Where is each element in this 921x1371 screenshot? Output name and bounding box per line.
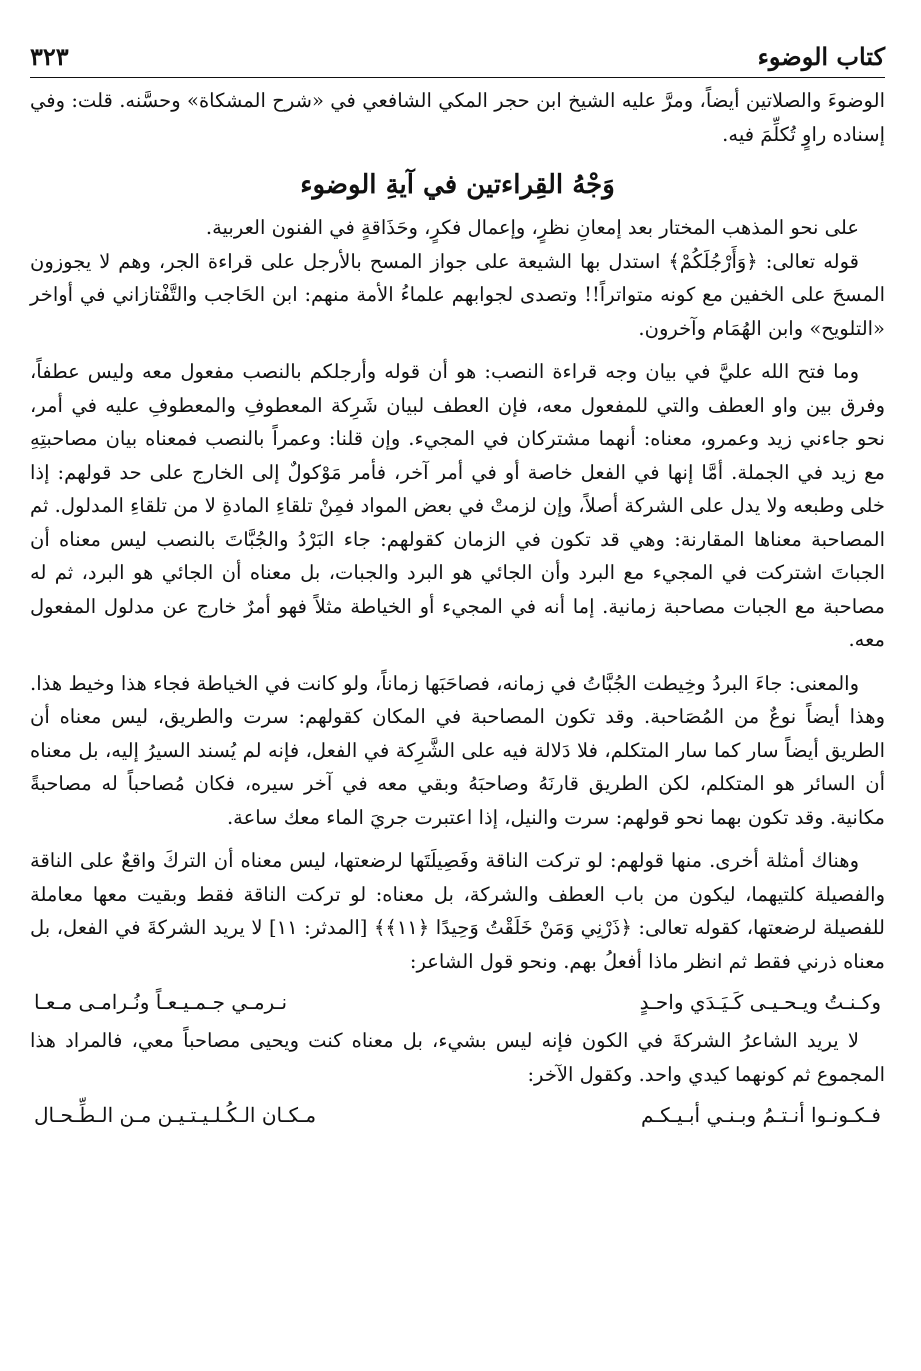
poetry-verse-2 [30,1097,885,1133]
paragraph-gap [30,657,885,667]
poetry-verse-1 [30,984,885,1020]
verse-1-first-hemistich: وكـنـتُ ويـحـيـى كَـيَـدَي واحـدٍ [639,990,881,1014]
chapter-title: كتاب الوضوء [757,42,885,71]
paragraph-5: وهناك أمثلة أخرى. منها قولهم: لو تركت الناقة وفَصِيلَتَها لرضعتها، ليس معناه أن التركَ واقعٌ على الناقة والفصيلة كلتيهما، ليكون من باب العطف والشركة، بل معناه: لو تركت الناقة فقط وبقيت معها معاملة للفصيلة لرضعتها، كقوله تعالى: ﴿ذَرْنِي وَمَنْ خَلَقْتُ وَحِيدًا ﴿١١﴾﴾ [المدثر: ١١] لا يريد الشركةَ في الفعل، بل معناه ذرني فقط ثم انظر ماذا أفعلُ بهم. ونحو قول الشاعر: [30,849,886,973]
paragraph-gap [30,834,885,844]
paragraph-1: على نحو المذهب المختار بعد إمعانِ نظرٍ، وإعمال فكرٍ، وحَذَاقةٍ في الفنون العربية. [205,216,859,239]
paragraph-gap [30,345,885,355]
section-heading: وَجْهُ القِراءتين في آيةِ الوضوء [300,170,615,200]
verse-2-first-hemistich: فـكـونـوا أنـتـمُ وبـنـي أبـيـكـم [641,1103,881,1127]
verse-1-second-hemistich: نـرمـي جـمـيـعـاً ونُـرامـى مـعـا [34,990,288,1014]
paragraph-2: قوله تعالى: ﴿وَأَرْجُلَكُمْ﴾ استدل بها الشيعة على جواز المسح بالأرجل على قراءة الجر، وهم لا يجوزون المسحَ على الخفين مع كونه متواتراً!! وتصدى لجوابهم علماءُ الأمة منهم: ابن الحَاجب والتَّفْتازاني في أواخر «التلويح» وابن الهُمَام وآخرون. [30,249,885,340]
intro-paragraph: الوضوءَ والصلاتين أيضاً، ومرَّ عليه الشيخ ابن حجر المكي الشافعي في «شرح المشكاة» وحسَّنه. قلت: وفي إسناده راوٍ تُكلِّمَ فيه. [30,89,885,146]
running-header [30,42,885,78]
paragraph-4: والمعنى: جاءَ البردُ وخِيطت الجُبَّاتُ في زمانه، فصاحَبَها زماناً، ولو كانت في الخياطة فجاء هذا وخيط هذا. وهذا أيضاً نوعٌ من المُصَاحبة. وقد تكون المصاحبة في المكان كقولهم: سرت والطريق، ليس معناه أن الطريق أيضاً سار كما سار المتكلم، فلا دَلالة فيه على الشَّرِكة في الفعل، فإنه لم يُسند السيرُ إليه، بل معناه أن السائر هو المتكلم، لكن الطريق قارنَهُ وصاحبَهُ وبقي معه في آخر سيره، فكان مُصاحباً له مصاحبةً مكانية. وقد تكون بهما نحو قولهم: سرت والنيل، إذا اعتبرت جريَ الماء معك ساعة. [30,671,885,829]
verse-2-second-hemistich: مـكـان الـكُـلـيـتـيـن مـن الـطِّـحـال [34,1103,317,1127]
after-verse-paragraph: لا يريد الشاعرُ الشركةَ في الكون فإنه ليس بشيء، بل معناه كنت ويحيى مصاحباً معي، فالمراد هذا المجموع ثم كونهما كيدي واحد. وكقول الآخر: [30,1029,885,1086]
paragraph-3: وما فتح الله عليَّ في بيان وجه قراءة النصب: هو أن قوله وأرجلكم بالنصب مفعول معه وليس عطفاً، وفرق بين واو العطف والتي للمفعول معه، فإن العطف لبيان شَرِكة المعطوفِ والمعطوفِ عليه في أمر، نحو جاءني زيد وعمرو، معناه: أنهما مشتركان في المجيء. وإن قلنا: وعمراً بالنصب فمعناه بيان مصاحبتِهِ مع زيد في الجملة. أمَّا إنها في الفعل خاصة أو في أمر آخر، فأمر مَوْكولٌ إلى الخارج على حد قولهم: إذا خلى وطبعه ولا يدل على الشركة أصلاً، وإن لزمتْ في بعض المواد فمِنْ تلقاءِ المادةِ لا من تلقاءِ المدلول. ثم المصاحبة معناها المقارنة: وهي قد تكون في الزمان كقولهم: جاء البَرْدُ والجُبَّاتَ بالنصب ليس معناه أن الجباتَ اشتركت في المجيء مع البرد وأن الجائي هو البرد والجبات، بل معناه أن الجائي هو البرد، ثم له مصاحبة مع الجبات مصاحبة زمانية. إما أنه في المجيء أو الخياطة مثلاً فهو أمرٌ خارج عن مدلول المفعول معه. [30,360,885,651]
page-number: ٣٢٣ [30,42,69,71]
